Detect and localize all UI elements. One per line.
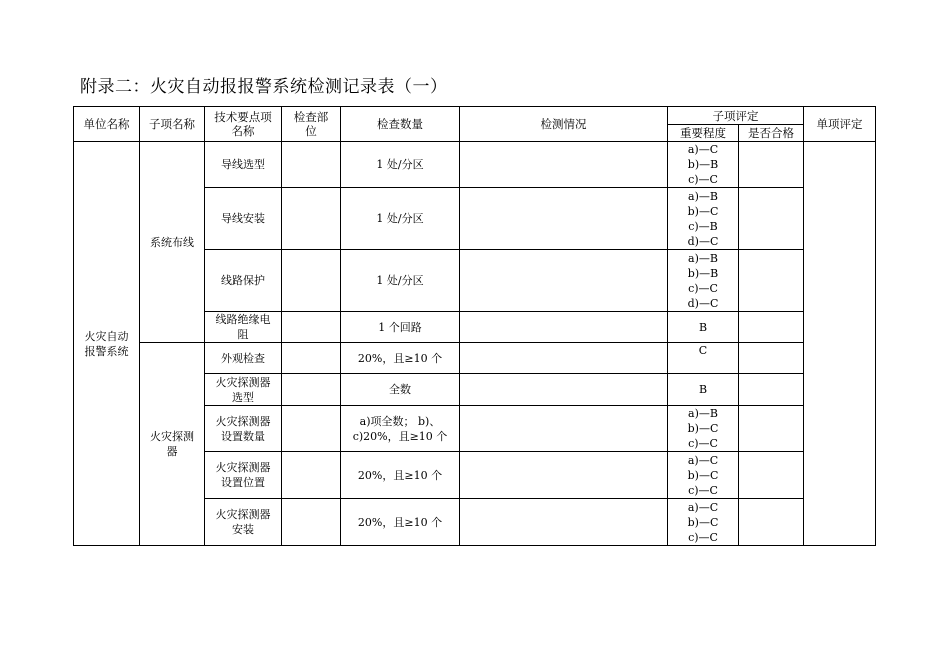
importance-level: c)—C (688, 437, 718, 450)
importance-level: C (698, 344, 708, 357)
inspect-qty-line: a)项全数； b)、 (359, 414, 441, 428)
sub-name-line: 系统布线 (150, 235, 194, 249)
importance-level: B (698, 383, 708, 396)
sub-name-cell (140, 142, 205, 343)
importance-level: B (698, 320, 708, 334)
tech-point-cell (205, 452, 282, 499)
inspect-qty-cell (341, 250, 460, 312)
inspect-qty-line: 1 处/分区 (376, 274, 424, 287)
header-single-eval: 单项评定 (804, 107, 876, 142)
header-importance: 重要程度 (668, 125, 739, 142)
importance-level: d)—C (687, 296, 719, 310)
unit-name-line: 火灾自动 (84, 329, 129, 343)
detect-status-cell (460, 452, 668, 499)
importance-level: a)—B (688, 407, 718, 420)
importance-cell (668, 343, 739, 374)
header-qualified: 是否合格 (739, 125, 804, 142)
tech-point-cell (205, 250, 282, 312)
qualified-cell (739, 250, 804, 312)
qualified-cell (739, 188, 804, 250)
importance-cell (668, 312, 739, 343)
tech-point-cell (205, 312, 282, 343)
inspect-part-cell (282, 312, 341, 343)
inspect-qty-cell (341, 499, 460, 546)
tech-point-line: 选型 (232, 390, 254, 404)
inspect-qty-cell (341, 406, 460, 452)
tech-point-line: 火灾探测器 (215, 414, 271, 428)
importance-level: a)—B (688, 251, 718, 265)
importance-cell (668, 406, 739, 452)
inspect-part-cell (282, 188, 341, 250)
importance-cell (668, 499, 739, 546)
header-unit-name: 单位名称 (74, 107, 140, 142)
inspect-qty-line: c)20%，且≥10 个 (352, 429, 448, 443)
tech-point-line: 设置位置 (221, 476, 265, 489)
inspect-part-cell (282, 142, 341, 188)
tech-point-line: 线路保护 (221, 274, 265, 287)
single-eval-cell (804, 142, 876, 546)
importance-level: c)—C (688, 281, 718, 295)
unit-name-line: 报警系统 (84, 344, 129, 358)
importance-level: b)—C (687, 422, 719, 435)
sub-name-cell (140, 343, 205, 546)
sub-name-line: 器 (166, 445, 178, 458)
importance-level: d)—C (687, 234, 719, 248)
inspect-part-cell (282, 250, 341, 312)
header-tech-point-line: 名称 (231, 124, 255, 138)
importance-cell (668, 188, 739, 250)
inspect-qty-line: 全数 (389, 383, 411, 396)
inspect-qty-cell (341, 142, 460, 188)
importance-level: c)—C (688, 483, 718, 497)
header-detect-status: 检测情况 (460, 107, 668, 142)
qualified-cell (739, 374, 804, 406)
detect-status-cell (460, 343, 668, 374)
tech-point-line: 外观检查 (221, 351, 265, 365)
detect-status-cell (460, 374, 668, 406)
inspect-qty-line: 20%，且≥10 个 (357, 351, 443, 365)
importance-level: a)—B (688, 189, 718, 203)
table-row (74, 142, 876, 188)
importance-level: b)—B (687, 266, 719, 280)
inspect-qty-cell (341, 188, 460, 250)
importance-level: b)—C (687, 468, 719, 482)
qualified-cell (739, 406, 804, 452)
detect-status-cell (460, 188, 668, 250)
qualified-cell (739, 312, 804, 343)
importance-cell (668, 250, 739, 312)
header-inspect-qty: 检查数量 (341, 107, 460, 142)
inspect-qty-line: 20%，且≥10 个 (357, 515, 443, 529)
importance-cell (668, 142, 739, 188)
sub-name-line: 火灾探测 (150, 430, 194, 443)
importance-level: b)—C (687, 204, 719, 218)
tech-point-line: 火灾探测器 (215, 375, 271, 389)
importance-level: b)—B (687, 158, 719, 171)
tech-point-line: 火灾探测器 (215, 461, 271, 474)
tech-point-line: 线路绝缘电 (215, 313, 271, 326)
tech-point-cell (205, 343, 282, 374)
header-sub-eval: 子项评定 (668, 107, 804, 125)
qualified-cell (739, 499, 804, 546)
header-inspect-part (282, 107, 341, 142)
unit-name-cell (74, 142, 140, 546)
importance-level: b)—C (687, 515, 719, 529)
inspect-qty-cell (341, 312, 460, 343)
table-row (74, 343, 876, 374)
importance-level: a)—C (687, 500, 719, 514)
tech-point-line: 安装 (232, 523, 254, 536)
inspect-qty-line: 1 处/分区 (376, 212, 424, 225)
header-sub-name: 子项名称 (140, 107, 205, 142)
tech-point-line: 导线安装 (221, 212, 265, 225)
importance-cell (668, 374, 739, 406)
detect-status-cell (460, 250, 668, 312)
detect-status-cell (460, 406, 668, 452)
tech-point-line: 阻 (237, 328, 249, 341)
importance-cell (668, 452, 739, 499)
qualified-cell (739, 142, 804, 188)
inspect-part-cell (282, 406, 341, 452)
inspection-record-table (73, 106, 876, 546)
importance-level: a)—C (687, 143, 719, 156)
inspect-qty-cell (341, 343, 460, 374)
qualified-cell (739, 452, 804, 499)
tech-point-line: 设置数量 (221, 429, 265, 443)
inspect-part-cell (282, 452, 341, 499)
inspect-qty-line: 20%，且≥10 个 (357, 468, 443, 482)
header-inspect-part-line: 检查部 (293, 110, 329, 124)
header-tech-point (205, 107, 282, 142)
table-body (74, 142, 876, 546)
inspect-part-cell (282, 499, 341, 546)
inspect-qty-cell (341, 452, 460, 499)
tech-point-cell (205, 188, 282, 250)
tech-point-cell (205, 406, 282, 452)
tech-point-cell (205, 374, 282, 406)
inspect-part-cell (282, 343, 341, 374)
page-title: 附录二：火灾自动报报警系统检测记录表（一） (80, 77, 448, 97)
detect-status-cell (460, 142, 668, 188)
importance-level: c)—B (688, 219, 718, 233)
tech-point-cell (205, 499, 282, 546)
inspect-qty-cell (341, 374, 460, 406)
tech-point-cell (205, 142, 282, 188)
detect-status-cell (460, 499, 668, 546)
inspect-qty-line: 1 个回路 (378, 320, 422, 334)
header-inspect-part-line: 位 (305, 124, 317, 138)
tech-point-line: 导线选型 (221, 158, 265, 171)
tech-point-line: 火灾探测器 (215, 508, 271, 521)
inspect-part-cell (282, 374, 341, 406)
header-tech-point-line: 技术要点项 (214, 110, 272, 124)
detect-status-cell (460, 312, 668, 343)
qualified-cell (739, 343, 804, 374)
importance-level: c)—C (688, 530, 718, 544)
importance-level: a)—C (687, 453, 719, 467)
inspect-qty-line: 1 处/分区 (376, 158, 424, 171)
importance-level: c)—C (688, 173, 718, 186)
